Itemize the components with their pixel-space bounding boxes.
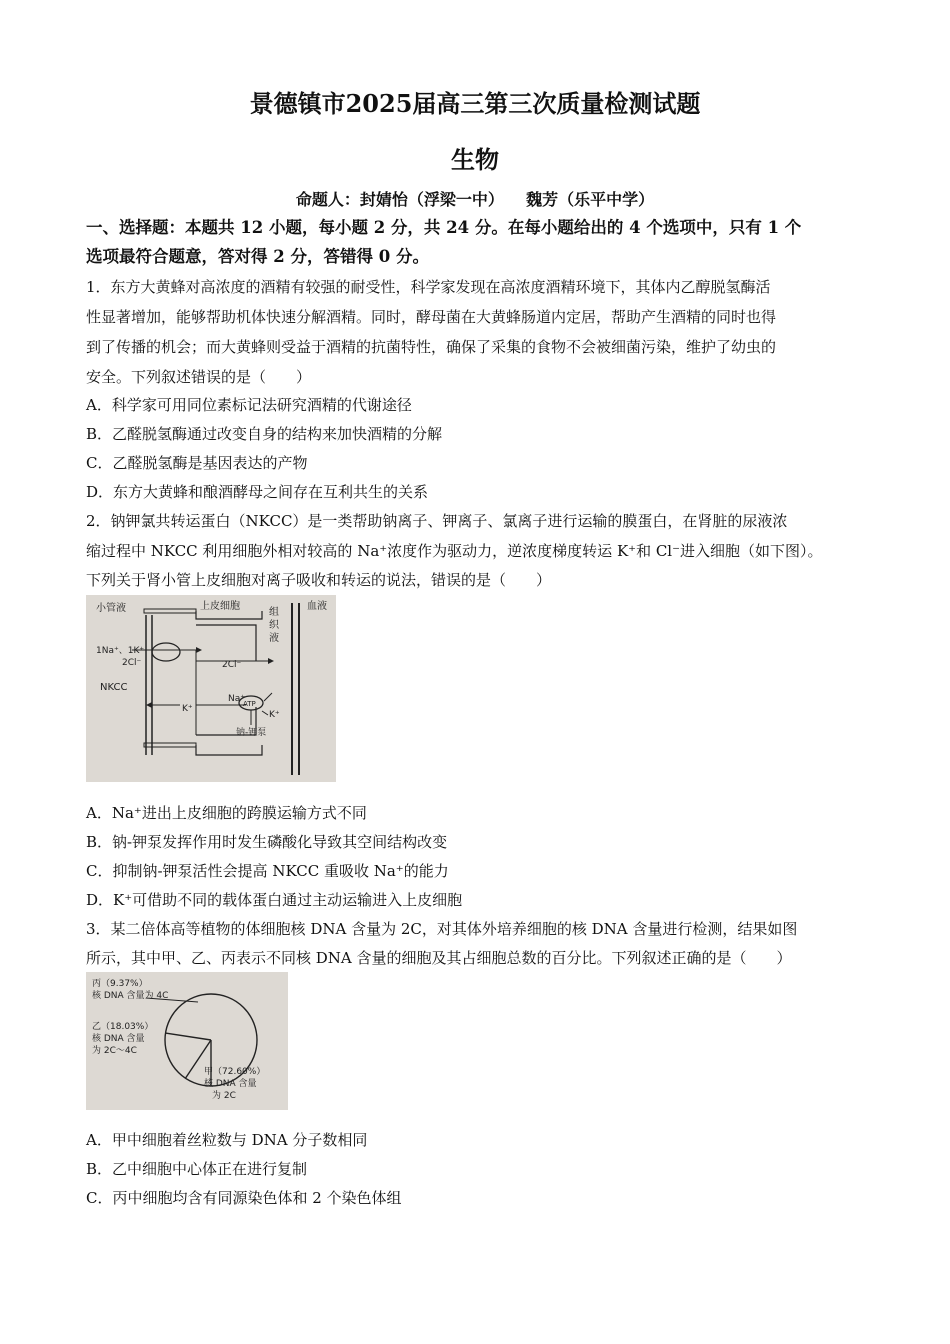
label-cl-in: 2Cl⁻ [122, 658, 142, 668]
q1-stem-line-1: 1．东方大黄蜂对高浓度的酒精有较强的耐受性，科学家发现在高浓度酒精环境下，其体内乙醇脱氢酶活 [86, 278, 771, 296]
q1-option-a: A．科学家可用同位素标记法研究酒精的代谢途径 [86, 396, 412, 414]
q3-stem-line-2: 所示，其中甲、乙、丙表示不同核 DNA 含量的细胞及其占细胞总数的百分比。下列叙述正确的是（ ） [86, 949, 792, 967]
section-heading-line-2: 选项最符合题意，答对得 2 分，答错得 0 分。 [86, 247, 429, 266]
ion-transport-diagram [86, 595, 336, 782]
pie-label-yi-pct: 乙（18.03%） [92, 1022, 154, 1032]
authors-line: 命题人：封婧怡（浮梁一中） 魏芳（乐平中学） [295, 190, 655, 209]
q2-option-d: D．K⁺可借助不同的载体蛋白通过主动运输进入上皮细胞 [86, 891, 463, 909]
pie-label-bing-pct: 丙（9.37%） [92, 979, 148, 989]
label-tissue-fluid-2: 织 [269, 620, 279, 631]
q2-option-a: A．Na⁺进出上皮细胞的跨膜运输方式不同 [86, 804, 367, 822]
pie-label-bing-text: 核 DNA 含量为 4C [92, 991, 169, 1001]
label-tissue-fluid-1: 组 [269, 607, 279, 618]
dna-content-pie-svg [86, 972, 288, 1110]
label-ions-in: 1Na⁺、1K⁺ [96, 646, 145, 656]
ion-transport-svg [86, 595, 336, 782]
q3-option-c: C．丙中细胞均含有同源染色体和 2 个染色体组 [86, 1189, 402, 1207]
label-k-out: K⁺ [182, 704, 193, 714]
pie-label-yi-text-2: 为 2C～4C [92, 1046, 137, 1056]
label-epithelial-cell: 上皮细胞 [200, 601, 240, 612]
q2-stem-line-1: 2．钠钾氯共转运蛋白（NKCC）是一类帮助钠离子、钾离子、氯离子进行运输的膜蛋白，在肾脏的尿液浓 [86, 512, 788, 530]
q1-stem-line-4: 安全。下列叙述错误的是（ ） [86, 368, 312, 386]
nkcc-transporter [152, 643, 180, 661]
q1-stem-line-2: 性显著增加，能够帮助机体快速分解酒精。同时，酵母菌在大黄蜂肠道内定居，帮助产生酒精的同时也得 [86, 308, 777, 326]
q3-option-a: A．甲中细胞着丝粒数与 DNA 分子数相同 [86, 1131, 368, 1149]
label-na-out: Na⁺ [228, 694, 245, 704]
label-cl-out: 2Cl⁻ [222, 660, 242, 670]
label-atp: ATP [243, 700, 256, 708]
label-nkcc: NKCC [100, 682, 128, 693]
label-tubule-fluid: 小管液 [96, 603, 126, 614]
basolateral-membrane-top [196, 625, 256, 661]
dna-content-pie-figure [86, 972, 288, 1110]
q2-stem-line-3: 下列关于肾小管上皮细胞对离子吸收和转运的说法，错误的是（ ） [86, 571, 552, 589]
exam-title: 景德镇市2025届高三第三次质量检测试题 [249, 89, 701, 118]
q1-stem-line-3: 到了传播的机会；而大黄蜂则受益于酒精的抗菌特性，确保了采集的食物不会被细菌污染，维护了幼虫的 [86, 338, 777, 356]
q2-stem-line-2: 缩过程中 NKCC 利用细胞外相对较高的 Na⁺浓度作为驱动力，逆浓度梯度转运 K⁺和 Cl⁻进入细胞（如下图）。 [86, 542, 823, 560]
q1-option-d: D．东方大黄蜂和酿酒酵母之间存在互利共生的关系 [86, 483, 429, 501]
label-pump: 钠-钾泵 [236, 728, 267, 738]
q1-option-c: C．乙醛脱氢酶是基因表达的产物 [86, 454, 308, 472]
tight-junction-top [144, 609, 196, 613]
q1-option-b: B．乙醛脱氢酶通过改变自身的结构来加快酒精的分解 [86, 425, 443, 443]
section-heading-line-1: 一、选择题：本题共 12 小题，每小题 2 分，共 24 分。在每小题给出的 4 个选项中，只有 1 个 [86, 218, 802, 237]
pie-label-yi-text-1: 核 DNA 含量 [92, 1034, 145, 1044]
label-blood: 血液 [307, 601, 327, 612]
q2-option-b: B．钠-钾泵发挥作用时发生磷酸化导致其空间结构改变 [86, 833, 448, 851]
pie-label-jia-text-2: 为 2C [212, 1091, 236, 1101]
pie-label-jia-pct: 甲（72.60%） [204, 1067, 266, 1077]
q3-stem-line-1: 3．某二倍体高等植物的体细胞核 DNA 含量为 2C，对其体外培养细胞的核 DNA 含量进行检测，结果如图 [86, 920, 798, 938]
pie-label-jia-text-1: 核 DNA 含量 [204, 1079, 257, 1089]
q3-option-b: B．乙中细胞中心体正在进行复制 [86, 1160, 308, 1178]
arrow-cl-out [268, 658, 274, 664]
label-k-pump: K⁺ [269, 710, 280, 720]
q2-option-c: C．抑制钠-钾泵活性会提高 NKCC 重吸收 Na⁺的能力 [86, 862, 449, 880]
subject-title: 生物 [451, 145, 499, 174]
label-tissue-fluid-3: 液 [269, 633, 279, 644]
